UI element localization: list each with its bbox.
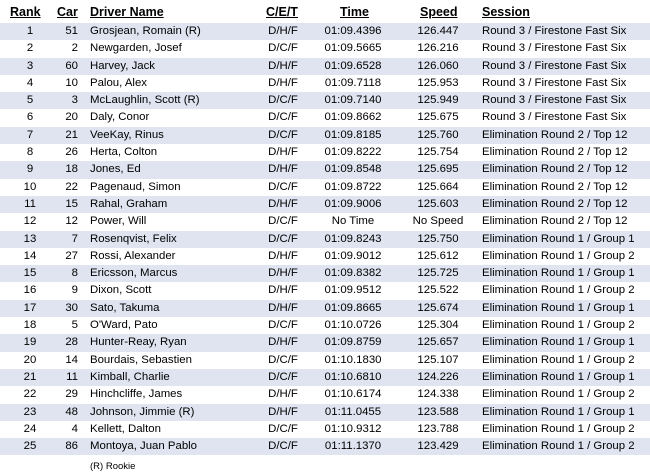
cell-driver: Daly, Conor <box>90 111 150 124</box>
cell-car: 18 <box>65 163 78 176</box>
cell-car: 3 <box>71 94 78 107</box>
cell-speed: 125.953 <box>417 76 459 89</box>
cell-session: Elimination Round 1 / Group 1 <box>482 301 635 314</box>
cell-rank: 6 <box>26 111 34 124</box>
cell-session: Round 3 / Firestone Fast Six <box>482 42 627 55</box>
cell-car: 48 <box>65 405 78 418</box>
cell-speed: 125.612 <box>417 249 459 262</box>
cell-session: Round 3 / Firestone Fast Six <box>482 76 627 89</box>
cell-car: 11 <box>66 370 78 383</box>
cell-rank: 25 <box>23 440 37 453</box>
cell-speed: 126.060 <box>417 59 459 72</box>
cell-session: Elimination Round 1 / Group 2 <box>482 249 635 262</box>
cell-car: 2 <box>71 42 78 55</box>
cell-time: 01:11.1370 <box>324 440 382 453</box>
cell-session: Elimination Round 2 / Top 12 <box>482 163 628 176</box>
cell-cet: D/H/F <box>268 163 298 176</box>
cell-car: 60 <box>65 59 78 72</box>
cell-time: 01:10.0726 <box>324 319 382 332</box>
cell-car: 5 <box>71 319 78 332</box>
table-row <box>0 282 650 299</box>
cell-driver: Herta, Colton <box>90 146 158 159</box>
cell-rank: 2 <box>26 42 34 55</box>
table-row <box>0 404 650 421</box>
cell-time: 01:09.8243 <box>324 232 382 245</box>
cell-rank: 14 <box>23 249 37 262</box>
cell-time: No Time <box>331 215 375 228</box>
cell-speed: 125.664 <box>417 180 459 193</box>
cell-driver: Johnson, Jimmie (R) <box>90 405 195 418</box>
cell-car: 20 <box>65 111 78 124</box>
cell-rank: 8 <box>26 146 34 159</box>
cell-driver: Sato, Takuma <box>90 301 160 314</box>
cell-driver: Newgarden, Josef <box>90 42 182 55</box>
cell-cet: D/H/F <box>268 59 298 72</box>
cell-rank: 16 <box>23 284 37 297</box>
cell-speed: No Speed <box>412 215 464 228</box>
cell-time: 01:10.6810 <box>324 370 382 383</box>
cell-session: Elimination Round 1 / Group 2 <box>482 388 635 401</box>
cell-session: Elimination Round 1 / Group 2 <box>482 284 635 297</box>
cell-car: 8 <box>71 267 78 280</box>
cell-cet: D/C/F <box>268 440 298 453</box>
cell-time: 01:10.9312 <box>324 422 382 435</box>
cell-car: 28 <box>65 336 78 349</box>
table-row <box>0 109 650 126</box>
cell-time: 01:09.8722 <box>324 180 382 193</box>
cell-rank: 9 <box>26 163 34 176</box>
cell-car: 14 <box>65 353 78 366</box>
cell-car: 10 <box>65 76 78 89</box>
cell-speed: 125.603 <box>417 197 459 210</box>
cell-speed: 125.750 <box>417 232 459 245</box>
cell-driver: Bourdais, Sebastien <box>90 353 192 366</box>
cell-speed: 125.674 <box>417 301 459 314</box>
cell-session: Elimination Round 2 / Top 12 <box>482 215 628 228</box>
cell-driver: Palou, Alex <box>90 76 147 89</box>
table-row <box>0 92 650 109</box>
cell-rank: 7 <box>26 128 34 141</box>
table-row <box>0 300 650 317</box>
cell-session: Elimination Round 2 / Top 12 <box>482 180 628 193</box>
table-row <box>0 248 650 265</box>
cell-driver: O'Ward, Pato <box>90 319 158 332</box>
cell-rank: 23 <box>23 405 37 418</box>
table-row <box>0 369 650 386</box>
cell-time: 01:10.1830 <box>324 353 382 366</box>
header-car: Car <box>57 5 78 19</box>
cell-rank: 3 <box>26 59 34 72</box>
cell-cet: D/C/F <box>268 94 298 107</box>
cell-speed: 125.675 <box>417 111 459 124</box>
cell-rank: 13 <box>23 232 37 245</box>
cell-cet: D/C/F <box>268 422 298 435</box>
table-row <box>0 58 650 75</box>
cell-rank: 20 <box>23 353 37 366</box>
cell-speed: 125.754 <box>417 146 459 159</box>
results-table <box>0 23 650 455</box>
cell-time: 01:09.9512 <box>324 284 382 297</box>
cell-cet: D/H/F <box>268 284 298 297</box>
header-session: Session <box>482 5 530 19</box>
cell-car: 9 <box>71 284 78 297</box>
cell-speed: 125.949 <box>417 94 459 107</box>
cell-driver: Pagenaud, Simon <box>90 180 181 193</box>
cell-driver: Montoya, Juan Pablo <box>90 440 198 453</box>
cell-cet: D/H/F <box>268 197 298 210</box>
cell-rank: 11 <box>24 197 36 210</box>
cell-driver: Hunter-Reay, Ryan <box>90 336 187 349</box>
cell-session: Elimination Round 1 / Group 2 <box>482 353 635 366</box>
cell-time: 01:09.8222 <box>324 146 382 159</box>
cell-time: 01:09.4396 <box>324 25 382 37</box>
cell-rank: 1 <box>26 25 34 37</box>
cell-driver: Jones, Ed <box>90 163 141 176</box>
cell-rank: 17 <box>23 301 37 314</box>
cell-driver: Rossi, Alexander <box>90 249 176 262</box>
cell-driver: McLaughlin, Scott (R) <box>90 94 200 107</box>
cell-speed: 123.788 <box>417 422 459 435</box>
table-row <box>0 386 650 403</box>
cell-cet: D/C/F <box>268 128 298 141</box>
cell-session: Elimination Round 2 / Top 12 <box>482 197 628 210</box>
cell-rank: 21 <box>23 370 37 383</box>
cell-car: 86 <box>65 440 78 453</box>
cell-session: Elimination Round 2 / Top 12 <box>482 128 628 141</box>
table-header <box>0 0 650 22</box>
cell-cet: D/C/F <box>268 353 298 366</box>
cell-driver: Kellett, Dalton <box>90 422 161 435</box>
table-row <box>0 179 650 196</box>
cell-cet: D/H/F <box>268 25 298 37</box>
cell-cet: D/H/F <box>268 301 298 314</box>
cell-cet: D/C/F <box>268 370 298 383</box>
cell-session: Elimination Round 1 / Group 2 <box>482 319 635 332</box>
cell-driver: Hinchcliffe, James <box>90 388 183 401</box>
header-rank: Rank <box>10 5 41 19</box>
cell-speed: 123.429 <box>417 440 459 453</box>
cell-session: Elimination Round 1 / Group 1 <box>482 405 635 418</box>
cell-cet: D/H/F <box>268 405 298 418</box>
cell-cet: D/H/F <box>268 249 298 262</box>
cell-session: Elimination Round 1 / Group 1 <box>482 370 635 383</box>
cell-car: 12 <box>65 215 78 228</box>
cell-car: 22 <box>65 180 78 193</box>
cell-driver: Kimball, Charlie <box>90 370 170 383</box>
cell-speed: 125.304 <box>417 319 459 332</box>
table-row <box>0 75 650 92</box>
cell-speed: 125.657 <box>417 336 459 349</box>
header-cet: C/E/T <box>266 5 298 19</box>
cell-car: 27 <box>65 249 78 262</box>
cell-time: 01:09.8662 <box>324 111 382 124</box>
cell-cet: D/H/F <box>268 146 298 159</box>
cell-car: 4 <box>71 422 78 435</box>
cell-driver: Harvey, Jack <box>90 59 155 72</box>
cell-time: 01:09.7140 <box>324 94 382 107</box>
cell-speed: 125.107 <box>417 353 459 366</box>
header-driver: Driver Name <box>90 5 164 19</box>
cell-time: 01:11.0455 <box>324 405 382 418</box>
table-row <box>0 317 650 334</box>
cell-car: 26 <box>65 146 78 159</box>
table-row <box>0 334 650 351</box>
cell-session: Elimination Round 1 / Group 1 <box>482 336 635 349</box>
cell-session: Round 3 / Firestone Fast Six <box>482 94 627 107</box>
cell-car: 21 <box>65 128 78 141</box>
cell-rank: 24 <box>23 422 37 435</box>
cell-driver: Power, Will <box>90 215 147 228</box>
cell-session: Elimination Round 1 / Group 2 <box>482 440 635 453</box>
cell-time: 01:09.6528 <box>324 59 382 72</box>
cell-time: 01:09.9012 <box>324 249 382 262</box>
cell-speed: 126.447 <box>417 25 459 37</box>
cell-cet: D/C/F <box>268 42 298 55</box>
cell-driver: Rosenqvist, Felix <box>90 232 177 245</box>
cell-speed: 124.338 <box>417 388 459 401</box>
cell-session: Elimination Round 1 / Group 2 <box>482 422 635 435</box>
cell-rank: 4 <box>26 76 34 89</box>
cell-time: 01:09.8759 <box>324 336 382 349</box>
header-time: Time <box>340 5 369 19</box>
table-row <box>0 144 650 161</box>
cell-car: 7 <box>71 232 78 245</box>
cell-time: 01:09.7118 <box>324 76 382 89</box>
cell-time: 01:09.9006 <box>324 197 382 210</box>
cell-rank: 19 <box>23 336 37 349</box>
table-row <box>0 40 650 57</box>
cell-rank: 22 <box>23 388 37 401</box>
cell-cet: D/H/F <box>268 388 298 401</box>
cell-session: Elimination Round 1 / Group 1 <box>482 267 635 280</box>
cell-car: 15 <box>65 197 78 210</box>
cell-driver: Dixon, Scott <box>90 284 152 297</box>
cell-cet: D/H/F <box>268 336 298 349</box>
table-row <box>0 196 650 213</box>
cell-speed: 124.226 <box>417 370 459 383</box>
cell-rank: 12 <box>23 215 37 228</box>
cell-cet: D/H/F <box>268 76 298 89</box>
table-row <box>0 421 650 438</box>
cell-driver: VeeKay, Rinus <box>90 128 164 141</box>
cell-session: Round 3 / Firestone Fast Six <box>482 25 627 37</box>
cell-session: Round 3 / Firestone Fast Six <box>482 111 627 124</box>
cell-driver: Grosjean, Romain (R) <box>90 25 201 37</box>
table-row <box>0 23 650 40</box>
cell-rank: 5 <box>26 94 34 107</box>
table-row <box>0 352 650 369</box>
cell-time: 01:10.6174 <box>324 388 382 401</box>
cell-time: 01:09.8382 <box>324 267 382 280</box>
cell-speed: 125.725 <box>417 267 459 280</box>
table-row <box>0 231 650 248</box>
cell-speed: 126.216 <box>417 42 459 55</box>
cell-session: Elimination Round 1 / Group 1 <box>482 232 635 245</box>
table-row <box>0 213 650 230</box>
table-row <box>0 438 650 455</box>
cell-time: 01:09.8185 <box>324 128 382 141</box>
table-row <box>0 161 650 178</box>
cell-car: 30 <box>65 301 78 314</box>
cell-session: Elimination Round 2 / Top 12 <box>482 146 628 159</box>
cell-session: Round 3 / Firestone Fast Six <box>482 59 627 72</box>
table-row <box>0 127 650 144</box>
cell-car: 51 <box>65 25 78 37</box>
cell-cet: D/C/F <box>268 180 298 193</box>
cell-time: 01:09.5665 <box>324 42 382 55</box>
cell-speed: 125.695 <box>417 163 459 176</box>
cell-cet: D/C/F <box>268 111 298 124</box>
footnote: (R) Rookie <box>90 461 136 472</box>
cell-cet: D/C/F <box>268 232 298 245</box>
header-speed: Speed <box>420 5 458 19</box>
cell-speed: 125.522 <box>417 284 459 297</box>
cell-cet: D/C/F <box>268 319 298 332</box>
cell-cet: D/H/F <box>268 267 298 280</box>
cell-rank: 15 <box>23 267 37 280</box>
cell-car: 29 <box>65 388 78 401</box>
cell-cet: D/C/F <box>268 215 298 228</box>
cell-time: 01:09.8665 <box>324 301 382 314</box>
cell-speed: 125.760 <box>417 128 459 141</box>
cell-rank: 18 <box>23 319 37 332</box>
cell-speed: 123.588 <box>417 405 459 418</box>
cell-rank: 10 <box>23 180 37 193</box>
cell-driver: Ericsson, Marcus <box>90 267 178 280</box>
cell-time: 01:09.8548 <box>324 163 382 176</box>
cell-driver: Rahal, Graham <box>90 197 168 210</box>
table-row <box>0 265 650 282</box>
